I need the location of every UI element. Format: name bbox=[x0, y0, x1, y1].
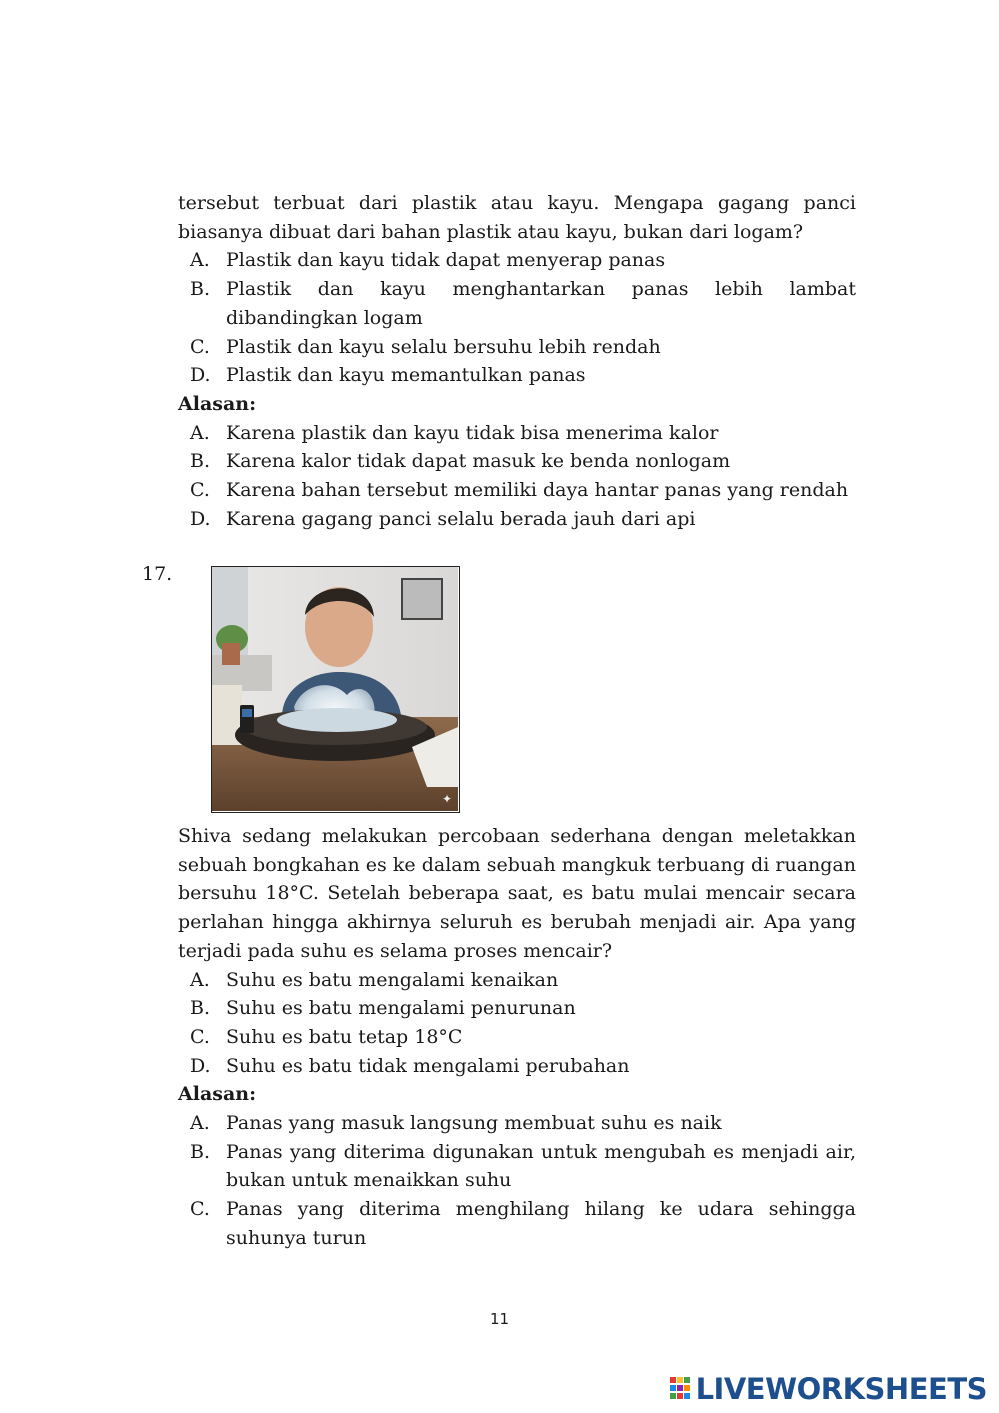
question-16-reason-d[interactable]: D. Karena gagang panci selalu berada jauh dari api bbox=[190, 507, 696, 530]
liveworksheets-wordmark: LIVEWORKSHEETS bbox=[695, 1372, 987, 1406]
ice-bowl-photo-illustration bbox=[212, 567, 458, 811]
svg-text:✦: ✦ bbox=[442, 792, 453, 806]
page-number: 11 bbox=[489, 1310, 510, 1328]
question-16-reason-label: Alasan: bbox=[178, 392, 257, 415]
question-16-block bbox=[178, 189, 856, 533]
question-17-option-b[interactable]: B. Suhu es batu mengalami penurunan bbox=[190, 997, 576, 1020]
question-17-reason-label: Alasan: bbox=[178, 1083, 257, 1106]
question-16-stem: tersebut terbuat dari plastik atau kayu. Mengapa gagang panci biasanya dibuat dari bahan plastik atau kayu, bukan dari logam? bbox=[178, 192, 856, 243]
question-16-reason-c[interactable]: C. Karena bahan tersebut memiliki daya hantar panas yang rendah bbox=[190, 479, 849, 502]
question-17-photo bbox=[211, 566, 460, 813]
question-16-option-c[interactable]: C. Plastik dan kayu selalu bersuhu lebih rendah bbox=[190, 335, 661, 358]
question-17-option-c[interactable]: C. Suhu es batu tetap 18°C bbox=[190, 1025, 463, 1048]
question-17-option-d[interactable]: D. Suhu es batu tidak mengalami perubahan bbox=[190, 1054, 630, 1077]
question-16-reason-b[interactable]: B. Karena kalor tidak dapat masuk ke benda nonlogam bbox=[190, 450, 731, 473]
liveworksheets-brand[interactable] bbox=[670, 1372, 987, 1406]
question-16-option-d[interactable]: D. Plastik dan kayu memantulkan panas bbox=[190, 364, 586, 387]
question-16-reason-a[interactable]: A. Karena plastik dan kayu tidak bisa menerima kalor bbox=[190, 421, 719, 444]
question-17-reason-c[interactable]: C. Panas yang diterima menghilang hilang ke udara sehingga suhunya turun bbox=[190, 1198, 856, 1249]
question-17-block bbox=[178, 822, 856, 1253]
question-17-option-a[interactable]: A. Suhu es batu mengalami kenaikan bbox=[190, 968, 559, 991]
liveworksheets-logo-icon bbox=[670, 1377, 692, 1401]
question-17-reason-a[interactable]: A. Panas yang masuk langsung membuat suhu es naik bbox=[190, 1112, 722, 1135]
question-17-number: 17. bbox=[142, 563, 173, 585]
question-17-reason-b[interactable]: B. Panas yang diterima digunakan untuk mengubah es menjadi air, bukan untuk menaikkan suhu bbox=[190, 1140, 856, 1192]
question-16-option-b[interactable]: B. Plastik dan kayu menghantarkan panas lebih lambat dibandingkan logam bbox=[190, 278, 856, 329]
question-17-stem: Shiva sedang melakukan percobaan sederhana dengan meletakkan sebuah bongkahan es ke dalam sebuah mangkuk terbuang di ruangan bersuhu 18°C. Setelah beberapa saat, es batu mulai mencair secara perlahan hingga akhirnya seluruh es berubah menjadi air. Apa yang terjadi pada suhu es selama proses mencair? bbox=[178, 825, 856, 962]
question-16-option-a[interactable]: A. Plastik dan kayu tidak dapat menyerap panas bbox=[190, 249, 666, 272]
